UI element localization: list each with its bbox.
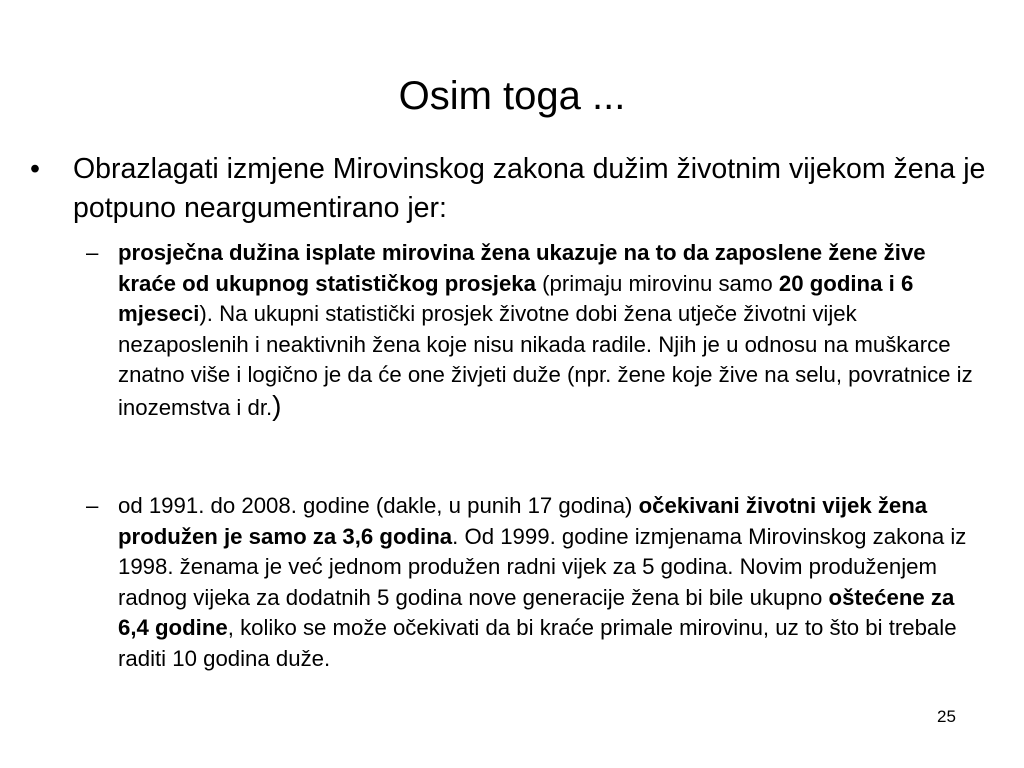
text-after-value: ). Na ukupni statistički prosjek životne dobi žena utječe životni vijek nezaposlenih i neaktivnih žena koje nisu nikada radile. Njih je u odnosu na muškarce znatno više i logično je da će one živjeti duže (npr. žene koje žive na selu, povratnice iz inozemstva i dr. (118, 301, 973, 420)
bullet-icon: • (30, 153, 40, 185)
sub-bullet-life-expectancy (86, 491, 986, 675)
bold-damage-text: oštećene za 6,4 godine (118, 584, 955, 641)
bold-value-text: 20 godina i 6 mjeseci (118, 270, 914, 327)
text-end: , koliko se može očekivati da bi kraće primale mirovinu, uz to što bi trebale raditi 10 godina duže. (118, 615, 957, 671)
sub-bullet-text (118, 238, 986, 424)
slide-title: Osim toga ... (398, 74, 626, 118)
sub-bullet-text (118, 491, 986, 675)
text-middle: . Od 1999. godine izmjenama Mirovinskog zakona iz 1998. ženama je već jednom produžen radni vijek za 5 godina. Novim produženjem radnog vijeka za dodatnih 5 godina nove generacije žena bi bile ukupno (118, 523, 967, 610)
text-before-value: (primaju mirovinu samo (535, 270, 779, 296)
bold-intro-text: prosječna dužina isplate mirovina žena ukazuje na to da zaposlene žene žive kraće od ukupnog statističkog prosjeka (118, 240, 926, 296)
closing-paren: ) (272, 389, 282, 421)
sub-bullet-retirement-duration (86, 238, 986, 424)
text-start: od 1991. do 2008. godine (dakle, u punih 17 godina) (118, 493, 639, 518)
page-number: 25 (937, 707, 956, 726)
bold-life-expectancy-text: očekivani životni vijek žena produžen je samo za 3,6 godina (118, 493, 928, 549)
main-bullet-text: Obrazlagati izmjene Mirovinskog zakona dužim životnim vijekom žena je potpuno neargumentirano jer: (73, 153, 986, 224)
dash-icon: – (86, 493, 99, 518)
dash-icon: – (86, 240, 99, 265)
main-bullet-point (30, 150, 990, 228)
